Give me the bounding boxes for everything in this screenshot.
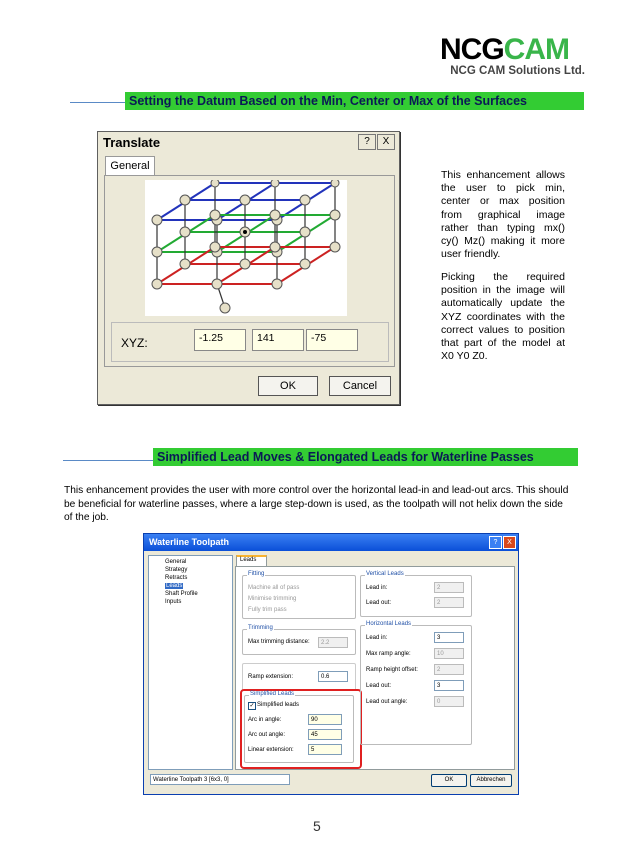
arc-out-field[interactable]: 45 xyxy=(308,729,342,740)
ramp-height-offset-field[interactable]: 2 xyxy=(434,664,464,675)
xyz-label: XYZ: xyxy=(121,336,148,350)
horizontal-lead-in-field[interactable]: 3 xyxy=(434,632,464,643)
horizontal-lead-out-field[interactable]: 3 xyxy=(434,680,464,691)
dialog-title: Translate xyxy=(98,132,399,153)
fitting-option-machine-all[interactable]: Machine all of pass xyxy=(248,585,300,591)
ok-button[interactable]: OK xyxy=(258,376,318,396)
vertical-lead-out-field[interactable]: 2 xyxy=(434,597,464,608)
y-field[interactable]: 141 xyxy=(252,329,304,351)
logo-mark: NCGCAM xyxy=(440,33,569,66)
fitting-option-minimise[interactable]: Minimise trimming xyxy=(248,596,297,602)
lead-out-angle-field[interactable]: 0 xyxy=(434,696,464,707)
datum-picker-image[interactable] xyxy=(145,180,347,316)
max-trimming-label: Max trimming distance: xyxy=(248,639,310,645)
linear-extension-field[interactable]: 5 xyxy=(308,744,342,755)
fitting-group: Fitting xyxy=(242,575,356,619)
section-rule xyxy=(70,102,128,103)
selected-node-marker xyxy=(243,230,247,234)
lead-out-angle-label: Lead out angle: xyxy=(366,699,408,705)
vertical-lead-in-label: Lead in: xyxy=(366,585,388,591)
vertical-leads-group: Vertical Leads xyxy=(360,575,472,617)
tree-item-strategy[interactable]: Strategy xyxy=(165,567,188,573)
cancel-button[interactable]: Cancel xyxy=(329,376,391,396)
tab-panel xyxy=(104,175,395,367)
horizontal-lead-out-label: Lead out: xyxy=(366,683,392,689)
toolpath-name-field[interactable]: Waterline Toolpath 3 [6x3, 0] xyxy=(150,774,290,785)
horizontal-lead-in-label: Lead in: xyxy=(366,635,388,641)
cancel-button[interactable]: Abbrechen xyxy=(470,774,512,787)
company-logo xyxy=(440,33,585,77)
dialog-title: Waterline Toolpath xyxy=(144,534,518,551)
x-field[interactable]: -1.25 xyxy=(194,329,246,351)
simplified-leads-checkbox-label: Simplified leads xyxy=(257,702,300,708)
arc-in-label: Arc in angle: xyxy=(248,717,282,723)
page-number: 5 xyxy=(313,818,321,834)
max-ramp-angle-field[interactable]: 10 xyxy=(434,648,464,659)
body-paragraph: This enhancement provides the user with more control over the horizontal lead-in and lead-out arcs. This should be beneficial for waterline passes, where a large step-down is used, as the toolpath will not helix down the side of the job. xyxy=(64,485,569,523)
close-button[interactable]: X xyxy=(503,536,516,549)
tree-item-general[interactable]: General xyxy=(165,559,187,565)
side-paragraph-2: Picking the required position in the image will automatically update the XYZ coordinates with the correct values to position that part of the model at X0 Y0 Z0. xyxy=(441,271,565,363)
leads-panel xyxy=(235,566,515,770)
vertical-lead-out-label: Lead out: xyxy=(366,600,392,606)
horizontal-leads-group: Horizontal Leads xyxy=(360,625,472,745)
z-field[interactable]: -75 xyxy=(306,329,358,351)
arc-in-field[interactable]: 90 xyxy=(308,714,342,725)
translate-dialog xyxy=(97,131,400,405)
ramp-extension-label: Ramp extension: xyxy=(248,674,294,680)
section-title-datum: Setting the Datum Based on the Min, Center or Max of the Surfaces xyxy=(125,92,584,110)
help-button[interactable]: ? xyxy=(489,536,502,549)
fitting-option-fully-trim[interactable]: Fully trim pass xyxy=(248,607,287,613)
close-button[interactable]: X xyxy=(377,134,395,150)
help-button[interactable]: ? xyxy=(358,134,376,150)
section-title-leads: Simplified Lead Moves & Elongated Leads for Waterline Passes xyxy=(153,448,578,466)
tab-general[interactable]: General xyxy=(105,156,155,175)
tree-item-inputs[interactable]: Inputs xyxy=(165,599,182,605)
tree-item-retracts[interactable]: Retracts xyxy=(165,575,188,581)
tree-item-leads[interactable]: Leads xyxy=(166,583,183,589)
trimming-group: Trimming xyxy=(242,629,356,655)
ramp-height-offset-label: Ramp height offset: xyxy=(366,667,418,673)
waterline-dialog xyxy=(143,533,519,795)
simplified-leads-checkbox[interactable]: ✓ xyxy=(249,703,255,709)
side-paragraph-1: This enhancement allows the user to pick min, center or max position from graphical image rather than typing mx() cy() Mz() making it more user friendly. xyxy=(441,169,565,261)
vertical-lead-in-field[interactable]: 2 xyxy=(434,582,464,593)
arc-out-label: Arc out angle: xyxy=(248,732,286,738)
simplified-leads-group: Simplified Leads xyxy=(244,695,354,763)
ok-button[interactable]: OK xyxy=(431,774,467,787)
tab-leads[interactable]: Leads xyxy=(236,555,267,566)
max-ramp-angle-label: Max ramp angle: xyxy=(366,651,411,657)
section-tree xyxy=(148,555,233,770)
ramp-extension-field[interactable]: 0.6 xyxy=(318,671,348,682)
tree-item-shaft-profile[interactable]: Shaft Profile xyxy=(165,591,198,597)
company-name: NCG CAM Solutions Ltd. xyxy=(450,65,585,77)
section-rule xyxy=(63,460,155,461)
max-trimming-field[interactable]: 2.2 xyxy=(318,637,348,648)
linear-extension-label: Linear extension: xyxy=(248,747,294,753)
